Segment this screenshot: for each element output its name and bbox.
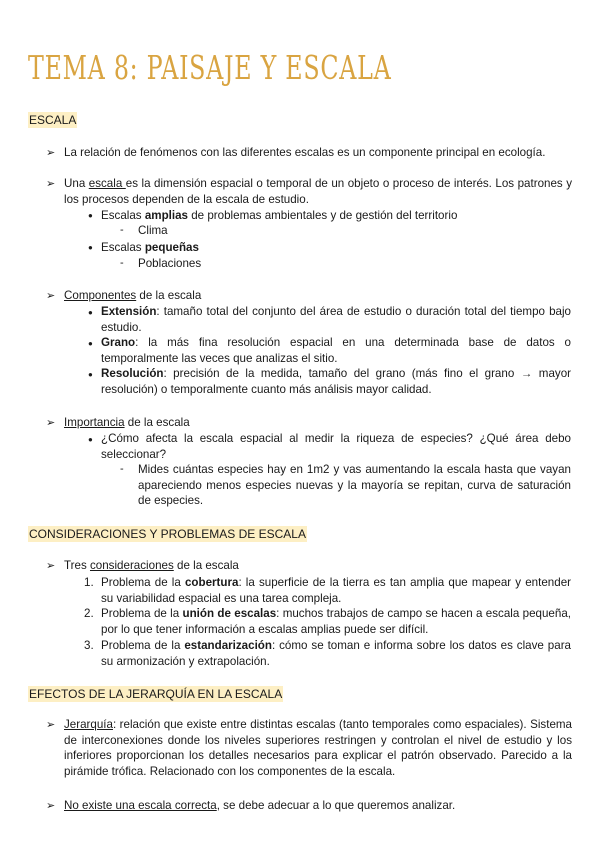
arrow-bullet-icon: ➢ [46, 290, 56, 302]
dot-bullet-icon: ● [88, 370, 93, 379]
dash-bullet-icon: - [120, 257, 124, 269]
section-heading-jerarquia: EFECTOS DE LA JERARQUÍA EN LA ESCALA [29, 687, 283, 701]
arrow-bullet-icon: ➢ [46, 800, 56, 812]
dash-bullet-icon: - [120, 463, 124, 475]
list-item: Extensión: tamaño total del conjunto del área de estudio o duración total del tiempo bajo estudio. [101, 305, 571, 334]
list-item: Resolución: precisión de la medida, tamaño del grano (más fino el grano → mayor resolución) o temporalmente cuanto más análisis mayor calidad. [101, 367, 571, 396]
list-number: 1. [84, 576, 94, 589]
paragraph: La relación de fenómenos con las diferentes escalas es un componente principal en ecología. [64, 146, 546, 159]
dot-bullet-icon: ● [88, 435, 93, 444]
list-item: Mides cuántas especies hay en 1m2 y vas aumentando la escala hasta que vayan apareciendo menos especies nuevas y la mayoría se repitan, curva de saturación de especies. [138, 463, 571, 507]
dash-bullet-icon: - [120, 224, 124, 236]
list-number: 2. [84, 607, 94, 620]
section-heading-consideraciones: CONSIDERACIONES Y PROBLEMAS DE ESCALA [29, 527, 306, 541]
list-item: ¿Cómo afecta la escala espacial al medir la riqueza de especies? ¿Qué área debo seleccionar? [101, 432, 571, 461]
arrow-bullet-icon: ➢ [46, 417, 56, 429]
list-item: Problema de la unión de escalas: muchos trabajos de campo se hacen a escala pequeña, por lo que tener información a escalas amplias puede ser difícil. [101, 607, 571, 636]
paragraph: No existe una escala correcta, se debe adecuar a lo que queremos analizar. [64, 799, 456, 812]
list-item: Poblaciones [138, 257, 202, 270]
dot-bullet-icon: ● [88, 211, 93, 220]
list-item: Grano: la más fina resolución espacial en una determinada base de datos o temporalmente las veces que analizas el sitio. [101, 336, 571, 365]
section-heading-escala: ESCALA [29, 113, 77, 127]
dot-bullet-icon: ● [88, 339, 93, 348]
arrow-bullet-icon: ➢ [46, 147, 56, 159]
list-item: Problema de la estandarización: cómo se toman e informa sobre los datos es clave para su armonización y extrapolación. [101, 639, 572, 668]
dot-bullet-icon: ● [88, 308, 93, 317]
arrow-bullet-icon: ➢ [46, 178, 56, 190]
arrow-bullet-icon: ➢ [46, 719, 56, 731]
paragraph: Componentes de la escala [64, 289, 202, 302]
paragraph: Tres consideraciones de la escala [64, 559, 239, 572]
page-title: TEMA 8: PAISAJE Y ESCALA [28, 48, 392, 87]
list-item: Escalas pequeñas [101, 241, 199, 254]
list-item: Problema de la cobertura: la superficie de la tierra es tan amplia que mapear y entender su variabilidad espacial es una tarea compleja. [101, 576, 571, 605]
list-item: Clima [138, 224, 168, 237]
paragraph: Jerarquía: relación que existe entre distintas escalas (tanto temporales como espaciales). Sistema de interconexiones donde los niveles superiores restringen y controlan el nivel de estudio y los inferiores proporcionan los detalles necesarios para explicar el patrón observado. Parecido a la pirámide trófica. Relacionado con los componentes de la escala. [64, 718, 572, 778]
paragraph: Importancia de la escala [64, 416, 190, 429]
dot-bullet-icon: ● [88, 243, 93, 252]
paragraph: Una escala es la dimensión espacial o temporal de un objeto o proceso de interés. Los patrones y los procesos dependen de la escala de estudio. [64, 177, 572, 206]
list-item: Escalas amplias de problemas ambientales y de gestión del territorio [101, 209, 458, 222]
arrow-bullet-icon: ➢ [46, 560, 56, 572]
list-number: 3. [84, 639, 94, 652]
